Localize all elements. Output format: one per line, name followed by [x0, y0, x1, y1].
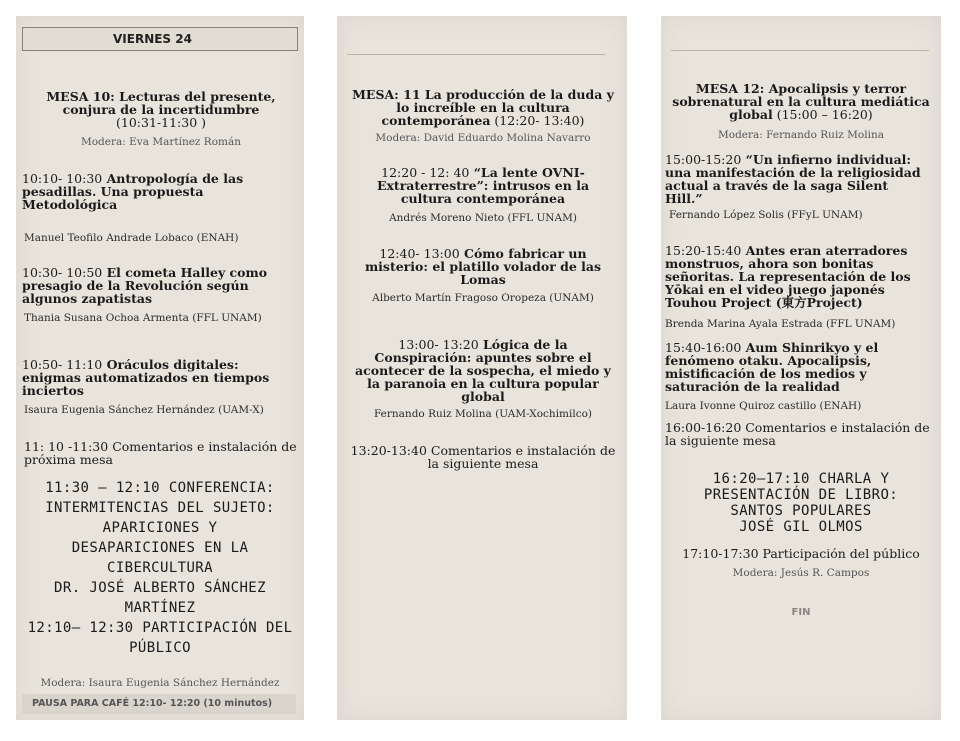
mesa-time: (12:20- 13:40) — [490, 113, 585, 128]
conference-line: MARTÍNEZ — [124, 600, 196, 616]
schedule-panel-mesa-12 — [661, 16, 941, 720]
mesa-moderator: Modera: Fernando Ruiz Molina — [718, 129, 884, 141]
talk-author: Fernando Ruiz Molina (UAM-Xochimilco) — [373, 408, 593, 420]
comments-line: la siguiente mesa — [665, 433, 776, 448]
talk-author: Alberto Martín Fragoso Oropeza (UNAM) — [372, 292, 594, 304]
talk-title: Conspiración: apuntes sobre el — [374, 350, 592, 365]
talk-time: 15:20-15:40 — [665, 243, 742, 258]
end-marker: FIN — [791, 607, 811, 618]
mesa-title-line: MESA 12: Apocalipsis y terror — [695, 81, 907, 96]
talk-title: pesadillas. Una propuesta — [22, 184, 204, 199]
talk-item — [665, 244, 941, 309]
talk-title: global — [461, 389, 505, 404]
charla-line: JOSÉ GIL OLMOS — [739, 519, 863, 535]
talk-title: presagio de la Revolución según — [22, 278, 249, 293]
comments-break — [665, 421, 941, 447]
charla-line: 16:20–17:10 CHARLA Y — [712, 471, 890, 487]
talk-author: Fernando López Solis (FFyL UNAM) — [669, 209, 863, 221]
comments-break — [341, 444, 625, 470]
mesa-title-line: MESA: 11 La producción de la duda y — [352, 87, 614, 102]
conference-moderator: Modera: Isaura Eugenia Sánchez Hernández — [40, 677, 280, 689]
conference-line: 11:30 – 12:10 CONFERENCIA: — [45, 480, 275, 496]
talk-author: Andrés Moreno Nieto (FFL UNAM) — [389, 212, 577, 224]
talk-title: la paranoia en la cultura popular — [367, 376, 599, 391]
talk-item — [341, 166, 625, 205]
mesa-time: (15:00 – 16:20) — [772, 107, 873, 122]
talk-title: Hill.” — [665, 191, 703, 206]
charla-moderator: Modera: Jesús R. Campos — [732, 567, 870, 579]
talk-time: 10:30- 10:50 — [22, 265, 103, 280]
talk-title: señoritas. La representación de los — [665, 269, 911, 284]
audience-participation: 17:10-17:30 Participación del público — [682, 546, 920, 561]
mesa-moderator: Modera: David Eduardo Molina Navarro — [375, 132, 591, 144]
talk-author: Thania Susana Ochoa Armenta (FFL UNAM) — [24, 312, 262, 324]
talk-title: Lomas — [460, 272, 506, 287]
book-presentation-block — [661, 471, 941, 535]
conference-line: DR. JOSÉ ALBERTO SÁNCHEZ — [54, 580, 266, 596]
talk-title: enigmas automatizados en tiempos — [22, 370, 270, 385]
talk-title: Metodológica — [22, 197, 118, 212]
talk-author: Brenda Marina Ayala Estrada (FFL UNAM) — [665, 318, 896, 330]
conference-line: INTERMITENCIAS DEL SUJETO: — [45, 500, 275, 516]
coffee-break-bar: PAUSA PARA CAFÉ 12:10- 12:20 (10 minutos) — [22, 694, 296, 714]
mesa-title-line: conjura de la incertidumbre — [62, 102, 260, 117]
talk-title: monstruos, ahora son bonitas — [665, 256, 874, 271]
comments-break — [24, 440, 304, 466]
talk-title: Aum Shinrikyo y el — [741, 340, 879, 355]
talk-time: 10:50- 11:10 — [22, 357, 103, 372]
day-header: VIERNES 24 — [22, 27, 298, 51]
mesa-10-title — [24, 90, 298, 129]
talk-title: una manifestación de la religiosidad — [665, 165, 921, 180]
conference-block — [16, 478, 304, 658]
talk-title: Antropología de las — [102, 171, 244, 186]
talk-title: Antes eran aterradores — [741, 243, 908, 258]
talk-author: Laura Ivonne Quiroz castillo (ENAH) — [665, 400, 862, 412]
talk-item — [665, 341, 941, 393]
comments-line: 13:20-13:40 Comentarios e instalación de — [350, 443, 616, 458]
charla-line: PRESENTACIÓN DE LIBRO: — [703, 487, 899, 503]
conference-line: CIBERCULTURA — [107, 560, 213, 576]
mesa-title-line: MESA 10: Lecturas del presente, — [46, 89, 276, 104]
talk-title: Cómo fabricar un — [459, 246, 587, 261]
talk-title: actual a través de la saga Silent — [665, 178, 889, 193]
talk-item — [22, 266, 302, 305]
talk-title: Touhou Project (東方Project) — [665, 295, 863, 310]
talk-time: 13:00- 13:20 — [398, 337, 479, 352]
talk-time: 15:00-15:20 — [665, 152, 742, 167]
talk-title: Yōkai en el video juego japonés — [665, 282, 885, 297]
divider — [347, 54, 605, 55]
schedule-panel-mesa-11 — [337, 16, 627, 720]
mesa-title-line: sobrenatural en la cultura mediática — [672, 94, 930, 109]
talk-title: “La lente OVNI- — [469, 165, 585, 180]
talk-title: saturación de la realidad — [665, 379, 840, 394]
conference-line: 12:10– 12:30 PARTICIPACIÓN DEL — [27, 620, 293, 636]
conference-line: DESAPARICIONES EN LA — [71, 540, 249, 556]
talk-title: misterio: el platillo volador de las — [364, 259, 602, 274]
comments-line: próxima mesa — [24, 452, 113, 467]
schedule-panel-friday-morning — [16, 16, 304, 720]
talk-title: acontecer de la sospecha, el miedo y — [355, 363, 611, 378]
talk-title: Oráculos digitales: — [102, 357, 239, 372]
conference-line: APARICIONES Y — [102, 520, 218, 536]
mesa-moderator: Modera: Eva Martínez Román — [80, 136, 242, 148]
talk-title: Lógica de la — [478, 337, 568, 352]
talk-author: Manuel Teofilo Andrade Lobaco (ENAH) — [24, 232, 239, 244]
mesa-title-line: global — [729, 107, 773, 122]
talk-time: 12:40- 13:00 — [379, 246, 460, 261]
talk-title: fenómeno otaku. Apocalipsis, — [665, 353, 872, 368]
mesa-time: (10:31-11:30 ) — [116, 115, 206, 130]
talk-title: El cometa Halley como — [102, 265, 268, 280]
divider — [671, 50, 929, 51]
talk-item — [665, 153, 941, 205]
talk-title: mistificación de los medios y — [665, 366, 867, 381]
talk-author: Isaura Eugenia Sánchez Hernández (UAM-X) — [24, 404, 264, 416]
mesa-12-title — [663, 82, 939, 121]
mesa-11-title — [343, 88, 623, 127]
talk-title: inciertos — [22, 383, 84, 398]
mesa-title-line: contemporánea — [381, 113, 491, 128]
talk-title: Extraterrestre”: intrusos en la — [376, 178, 590, 193]
talk-title: cultura contemporánea — [400, 191, 566, 206]
charla-line: SANTOS POPULARES — [730, 503, 872, 519]
talk-item — [341, 338, 625, 403]
talk-time: 12:20 - 12: 40 — [381, 165, 470, 180]
talk-item — [22, 172, 302, 211]
talk-title: “Un infierno individual: — [741, 152, 912, 167]
comments-line: 11: 10 -11:30 Comentarios e instalación de — [24, 439, 297, 454]
talk-item — [341, 247, 625, 286]
comments-line: 16:00-16:20 Comentarios e instalación de — [665, 420, 930, 435]
mesa-title-line: lo increíble en la cultura — [396, 100, 570, 115]
talk-title: algunos zapatistas — [22, 291, 152, 306]
talk-time: 10:10- 10:30 — [22, 171, 103, 186]
conference-line: PÚBLICO — [129, 640, 191, 656]
talk-time: 15:40-16:00 — [665, 340, 742, 355]
comments-line: la siguiente mesa — [427, 456, 539, 471]
talk-item — [22, 358, 302, 397]
